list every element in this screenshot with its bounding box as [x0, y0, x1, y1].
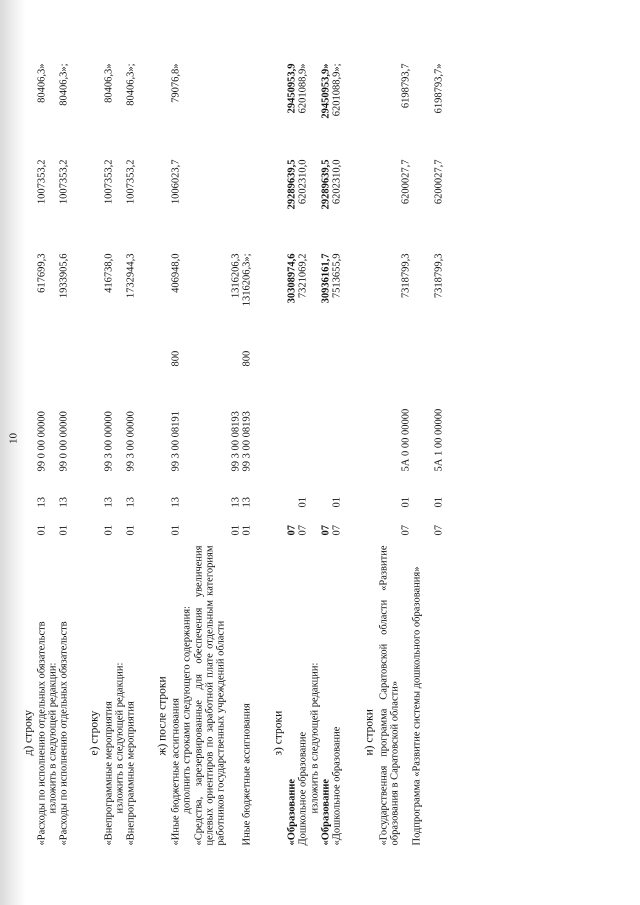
section-code: 01 — [230, 524, 241, 535]
amount-year-1: 7513655,9 — [331, 253, 342, 298]
expense-type-code: 800 — [241, 350, 252, 366]
section-heading: з) строки — [272, 710, 284, 755]
amount-year-2: 29289639,5 — [286, 159, 297, 209]
target-item-code: 99 0 00 00000 — [36, 410, 47, 471]
amount-year-1: 7318799,3 — [400, 253, 411, 298]
subsection-code: 01 — [331, 496, 342, 507]
amount-year-3: 6201088,9» — [297, 63, 308, 113]
row-name: «Расходы по исполнению отдельных обязательств — [58, 620, 69, 845]
row-name: «Расходы по исполнению отдельных обязательств — [36, 620, 47, 845]
subsection-code: 13 — [58, 496, 69, 507]
section-heading: и) строки — [363, 708, 375, 755]
subsection-code: 13 — [230, 496, 241, 507]
section-code: 07 — [320, 524, 331, 535]
amount-year-1: 7321069,2 — [297, 253, 308, 298]
amount-year-1: 1933905,6 — [58, 253, 69, 298]
instruction-text: изложить в следующей редакции: — [309, 662, 320, 813]
subsection-code: 13 — [241, 496, 252, 507]
amount-year-2: 1007353,2 — [36, 159, 47, 204]
instruction-text: дополнить строками следующего содержания: — [181, 605, 192, 813]
subsection-code: 01 — [433, 496, 444, 507]
section-heading: е) строку — [88, 710, 100, 755]
amount-year-3: 80406,3»; — [58, 63, 69, 106]
amount-year-3: 80406,3»; — [125, 63, 136, 106]
section-code: 01 — [170, 524, 181, 535]
amount-year-1: 1316206,3»; — [241, 253, 252, 306]
subsection-code: 01 — [400, 496, 411, 507]
amount-year-1: 7318799,3 — [433, 253, 444, 298]
page-number: 10 — [7, 432, 19, 444]
row-name: «Образование — [286, 778, 297, 845]
section-code: 07 — [331, 524, 342, 535]
section-heading: ж) после строки — [156, 675, 168, 755]
amount-year-3: 80406,3» — [36, 63, 47, 103]
amount-year-1: 1316206,3 — [230, 253, 241, 298]
amount-year-3: 29450953,9» — [320, 63, 331, 119]
amount-year-2: 1007353,2 — [103, 159, 114, 204]
amount-year-1: 30936161,7 — [320, 253, 331, 303]
target-item-code: 99 3 00 08193 — [230, 410, 241, 471]
row-name: Дошкольное образование — [297, 731, 308, 845]
target-item-code: 5А 1 00 00000 — [433, 408, 444, 471]
target-item-code: 5А 0 00 00000 — [400, 408, 411, 471]
section-code: 07 — [400, 524, 411, 535]
section-code: 07 — [433, 524, 444, 535]
subsection-code: 13 — [125, 496, 136, 507]
amount-year-3: 6201088,9»; — [331, 63, 342, 116]
amount-year-2: 6200027,7 — [400, 159, 411, 204]
row-name: Подпрограмма «Развитие системы дошкольного образования» — [411, 565, 422, 845]
target-item-code: 99 3 00 00000 — [103, 410, 114, 471]
target-item-code: 99 0 00 00000 — [58, 410, 69, 471]
row-name: «Внепрограммные мероприятия — [103, 700, 114, 845]
target-item-code: 99 3 00 08191 — [170, 410, 181, 471]
subsection-code: 01 — [297, 496, 308, 507]
target-item-code: 99 3 00 00000 — [125, 410, 136, 471]
amount-year-3: 80406,3» — [103, 63, 114, 103]
amount-year-1: 30308974,6 — [286, 253, 297, 303]
amount-year-1: 416738,0 — [103, 253, 114, 293]
section-code: 01 — [125, 524, 136, 535]
subsection-code: 13 — [170, 496, 181, 507]
amount-year-2: 1007353,2 — [125, 159, 136, 204]
section-code: 07 — [297, 524, 308, 535]
amount-year-3: 6198793,7 — [400, 63, 411, 108]
instruction-text: изложить в следующей редакции: — [114, 662, 125, 813]
row-name: «Государственная программа Саратовской области «Развитие образования в Саратовской области» — [378, 545, 400, 845]
amount-year-2: 1006023,7 — [170, 159, 181, 204]
section-code: 01 — [58, 524, 69, 535]
amount-year-2: 1007353,2 — [58, 159, 69, 204]
target-item-code: 99 3 00 08193 — [241, 410, 252, 471]
row-name: «Дошкольное образование — [331, 726, 342, 845]
row-name: «Образование — [320, 778, 331, 845]
amount-year-2: 29289639,5 — [320, 159, 331, 209]
row-name: «Средства, зарезервированные для обеспечения увеличения целевых ориентиров по заработной плате отдельным категориям работников государственных учреждений области — [193, 545, 226, 845]
expense-type-code: 800 — [170, 350, 181, 366]
subsection-code: 13 — [36, 496, 47, 507]
row-name: Иные бюджетные ассигнования — [241, 702, 252, 845]
section-code: 01 — [103, 524, 114, 535]
amount-year-1: 1732944,3 — [125, 253, 136, 298]
subsection-code: 13 — [103, 496, 114, 507]
amount-year-2: 6202310,0 — [297, 159, 308, 204]
row-name: «Иные бюджетные ассигнования — [170, 697, 181, 845]
amount-year-1: 406948,0 — [170, 253, 181, 293]
section-code: 07 — [286, 524, 297, 535]
section-code: 01 — [36, 524, 47, 535]
amount-year-2: 6200027,7 — [433, 159, 444, 204]
instruction-text: изложить в следующей редакции: — [47, 662, 58, 813]
amount-year-3: 29450953,9 — [286, 63, 297, 113]
amount-year-3: 6198793,7» — [433, 63, 444, 113]
row-name: «Внепрограммные мероприятия — [125, 700, 136, 845]
section-code: 01 — [241, 524, 252, 535]
amount-year-1: 617699,3 — [36, 253, 47, 293]
section-heading: д) строку — [22, 709, 34, 755]
amount-year-2: 6202310,0 — [331, 159, 342, 204]
amount-year-3: 79076,8» — [170, 63, 181, 103]
